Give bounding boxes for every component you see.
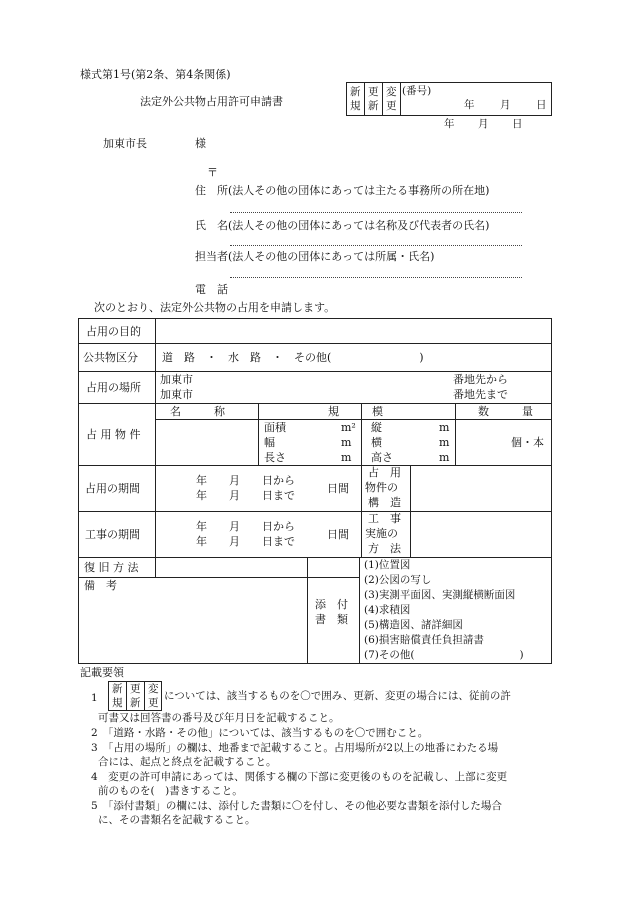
note-5b: に、その書類名を記載すること。: [98, 814, 256, 826]
status-change-bottom: 更: [386, 100, 397, 112]
contact-line[interactable]: [230, 277, 522, 278]
purpose-field[interactable]: [160, 325, 548, 339]
structure-label-3: 構 造: [368, 496, 401, 509]
structure-label-1: 占 用: [368, 466, 401, 479]
address-line[interactable]: [230, 212, 522, 213]
quantity-header: 数 量: [478, 405, 533, 418]
quantity-units: 個・本: [511, 436, 544, 449]
category-options[interactable]: 道 路 ・ 水 路 ・ その他( ): [162, 351, 424, 364]
attach-label-1: 添 付: [315, 598, 348, 611]
honorific: 様: [195, 137, 206, 150]
structure-label-2: 物件の: [365, 481, 398, 494]
note-5a: 5 「添付書類」の欄には、添付した書類に〇を付し、その他必要な書類を添付した場合: [91, 800, 502, 812]
note-3a: 3 「占用の場所」の欄は、地番まで記載すること。占用場所が2以上の地番にわたる場: [91, 742, 499, 754]
status-renew-bottom: 新: [368, 100, 379, 112]
applicant-contact-label: 担当者(法人その他の団体にあっては所属・氏名): [195, 250, 435, 263]
status-date-year: 年: [464, 99, 475, 111]
application-date-year: 年: [444, 118, 455, 130]
work-period-from[interactable]: 年 月 日から: [196, 520, 295, 533]
note-1-number: 1: [91, 692, 98, 704]
status-renew-top: 更: [368, 86, 379, 98]
application-date-day: 日: [512, 118, 523, 130]
scale-length: 長さ: [264, 451, 286, 464]
form-number: 様式第1号(第2条、第4条関係): [80, 68, 231, 81]
attach-label-2: 書 類: [315, 613, 348, 626]
place-to: 番地先まで: [453, 388, 508, 401]
category-label: 公共物区分: [83, 351, 138, 364]
page-title: 法定外公共物占用許可申請書: [140, 95, 283, 108]
scale-height: 高さ: [371, 451, 393, 464]
place-label: 占用の場所: [86, 381, 141, 394]
note-2: 2 「道路・水路・その他」については、該当するものを〇で囲むこと。: [91, 727, 429, 739]
applicant-phone-label: 電 話: [195, 283, 228, 296]
object-label: 占 用 物 件: [86, 428, 141, 441]
note-4a: 4 変更の許可申請にあっては、関係する欄の下部に変更後のものを記載し、上部に変更: [91, 771, 508, 783]
purpose-label: 占用の目的: [86, 325, 141, 338]
occupy-period-label: 占用の期間: [85, 482, 140, 495]
unit-m-width: m: [341, 436, 352, 449]
scale-vertical: 縦: [371, 421, 382, 434]
place-from: 番地先から: [453, 373, 508, 386]
notes-heading: 記載要領: [80, 666, 124, 679]
work-period-label: 工事の期間: [85, 528, 140, 541]
scale-horizontal: 横: [371, 436, 382, 449]
method-label-2: 実施の: [365, 527, 398, 540]
remarks-label: 備 考: [84, 579, 117, 592]
note-1-box-cell: 変: [148, 683, 159, 695]
attachment-item[interactable]: (1)位置図: [364, 559, 411, 571]
postal-mark: 〒: [207, 166, 218, 179]
unit-m-height: m: [439, 451, 450, 464]
attachment-item[interactable]: (4)求積図: [364, 604, 411, 616]
attachment-item[interactable]: (2)公図の写し: [364, 574, 432, 586]
applicant-address-label: 住 所(法人その他の団体にあっては主たる事務所の所在地): [195, 184, 490, 197]
occupy-period-from[interactable]: 年 月 日から: [196, 474, 295, 487]
attachment-item[interactable]: (5)構造図、諸詳細図: [364, 619, 463, 631]
attachment-item[interactable]: (3)実測平面図、実測縦横断面図: [364, 589, 516, 601]
note-1-box-cell: 更: [148, 697, 159, 709]
addressee: 加東市長: [103, 137, 147, 150]
work-period-to[interactable]: 年 月 日まで: [196, 535, 295, 548]
status-new-bottom: 規: [350, 100, 361, 112]
method-label-1: 工 事: [368, 512, 401, 525]
work-period-days: 日間: [327, 528, 349, 541]
status-date-day: 日: [536, 99, 547, 111]
name-line[interactable]: [230, 245, 522, 246]
status-date-month: 月: [500, 99, 511, 111]
occupy-period-to[interactable]: 年 月 日まで: [196, 489, 295, 502]
note-4b: 前のものを( )書きすること。: [98, 785, 243, 797]
status-number-label: (番号): [402, 85, 432, 97]
unit-m-vertical: m: [439, 421, 450, 434]
note-1-cont: 可書又は回答書の番号及び年月日を記載すること。: [98, 712, 340, 724]
place-city-1: 加東市: [160, 373, 193, 386]
note-1-box-cell: 新: [112, 683, 123, 695]
scale-header: 規 模: [328, 405, 383, 418]
intro-text: 次のとおり、法定外公共物の占用を申請します。: [94, 301, 336, 314]
note-3b: 合には、起点と終点を記載すること。: [98, 756, 277, 768]
name-header: 名 称: [170, 405, 225, 418]
unit-m2: m²: [341, 421, 356, 434]
status-change-top: 変: [386, 86, 397, 98]
scale-width: 幅: [264, 436, 275, 449]
applicant-name-label: 氏 名(法人その他の団体にあっては名称及び代表者の氏名): [195, 219, 490, 232]
note-1-text: については、該当するものを〇で囲み、更新、変更の場合には、従前の許: [164, 690, 511, 702]
unit-m-length: m: [341, 451, 352, 464]
place-city-2: 加東市: [160, 388, 193, 401]
occupy-period-days: 日間: [327, 482, 349, 495]
unit-m-horizontal: m: [439, 436, 450, 449]
status-new-top: 新: [350, 86, 361, 98]
note-1-box-cell: 更: [130, 683, 141, 695]
note-1-box-cell: 新: [130, 697, 141, 709]
application-date-month: 月: [478, 118, 489, 130]
attachment-item[interactable]: (7)その他( ): [364, 649, 524, 661]
method-label-3: 方 法: [368, 542, 401, 555]
note-1-box-cell: 規: [112, 697, 123, 709]
scale-area: 面積: [264, 421, 286, 434]
restore-label: 復 旧 方 法: [84, 561, 139, 574]
attachment-item[interactable]: (6)損害賠償責任負担請書: [364, 634, 484, 646]
